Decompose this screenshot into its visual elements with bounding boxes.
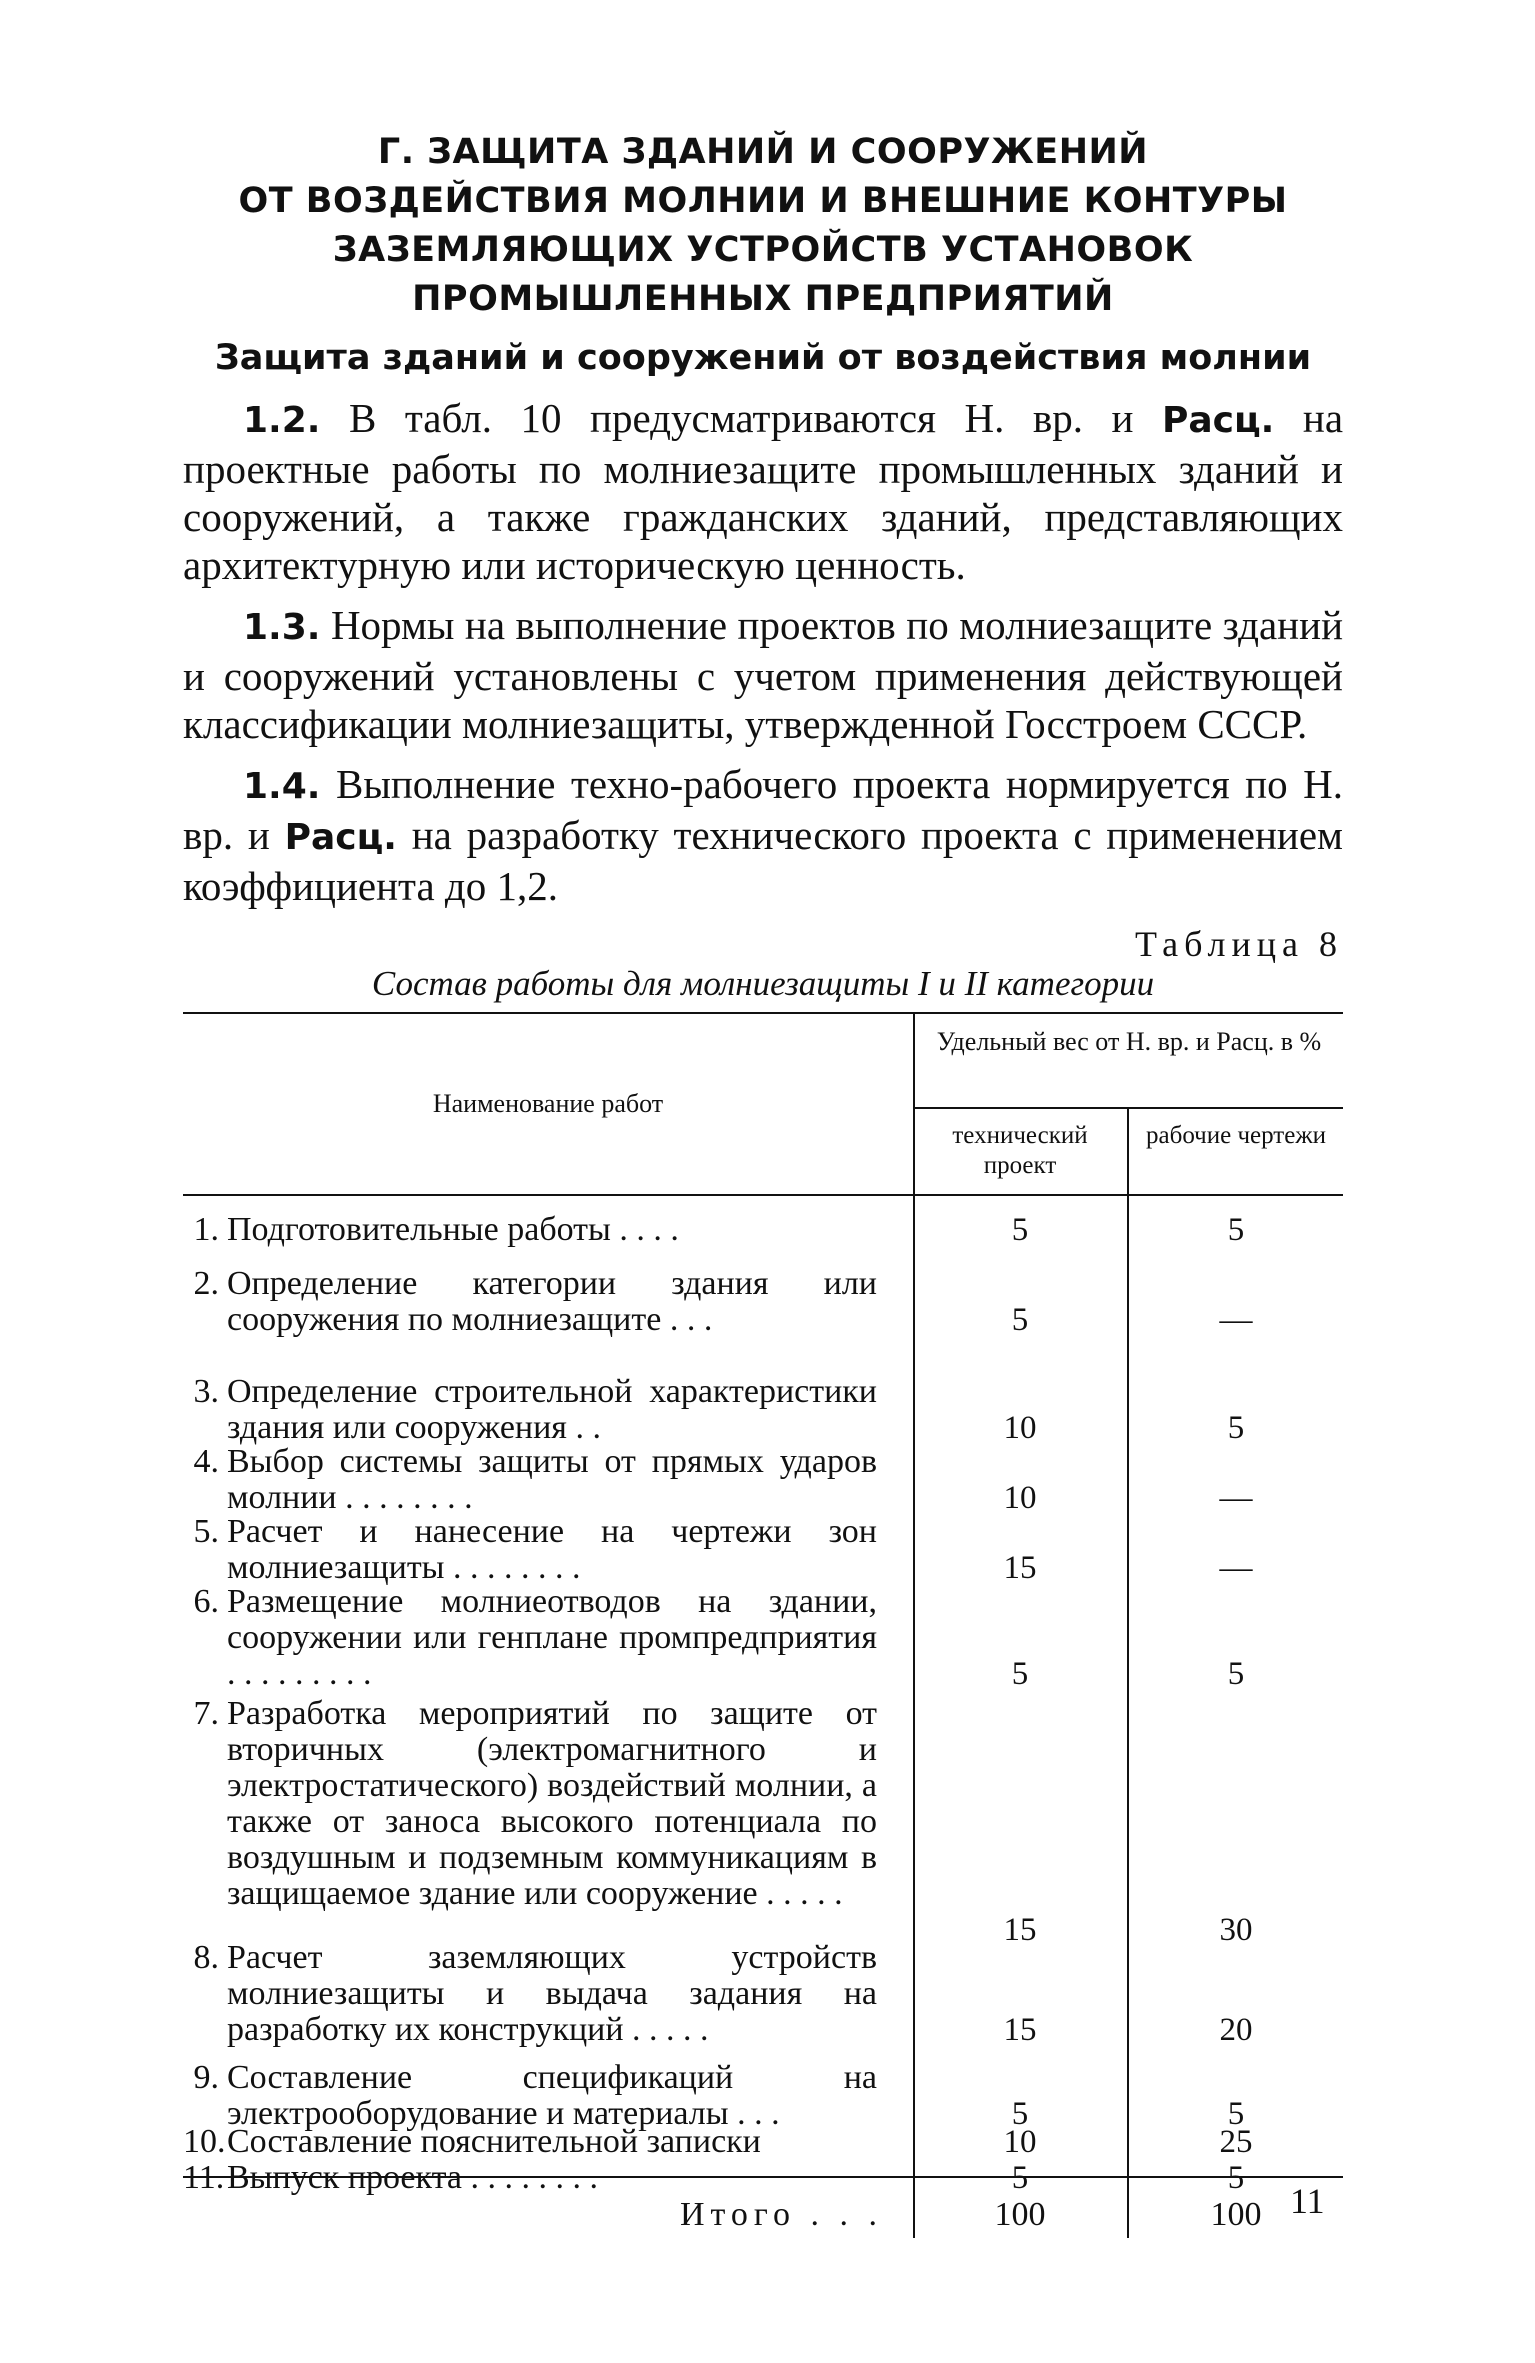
work-composition-table <box>183 1012 1343 2252</box>
paragraph-1-4 <box>183 760 1343 910</box>
heading-line: ЗАЗЕМЛЯЮЩИХ УСТРОЙСТВ УСТАНОВОК <box>332 230 1194 270</box>
paragraph-rest: на проектные работы по молниезащите промышленных зданий и сооружений, а также гражданских зданий, представляющих архитектурную или историческую ценность. <box>183 395 1344 588</box>
paragraph-bold: Расц. <box>1161 400 1275 441</box>
total-working: 100 <box>1210 2196 1262 2233</box>
row-name: Расчет заземляющих устройств молниезащиты и выдача задания на разработку их конструкций . . . . . <box>227 1939 877 2048</box>
paragraph-text: Нормы на выполнение проектов по молниезащите зданий и сооружений установлены с учетом применения действующей классификации молниезащиты, утвержденной Госстроем СССР. <box>183 602 1344 747</box>
row-name: Расчет и нанесение на чертежи зон молниезащиты . . . . . . . . <box>227 1513 877 1586</box>
paragraph-text: Выполнение техно-рабочего проекта нормируется по Н. вр. и <box>183 761 1343 858</box>
row-name: Выбор системы защиты от прямых ударов молнии . . . . . . . . <box>227 1443 877 1516</box>
row-number: 3. <box>193 1373 219 1410</box>
row-technical-value: 5 <box>1011 1656 1029 1692</box>
row-technical-value: 10 <box>1003 1410 1037 1446</box>
row-technical-value: 5 <box>1011 2096 1029 2132</box>
row-number: 7. <box>193 1695 219 1732</box>
row-number: 10. <box>183 2123 226 2160</box>
row-technical-value: 15 <box>1003 2012 1037 2048</box>
row-technical-value: 15 <box>1003 1912 1037 1948</box>
row-working-value: 5 <box>1227 1212 1245 1248</box>
row-working-value: 5 <box>1227 2160 1245 2196</box>
row-working-value: 5 <box>1227 1410 1245 1446</box>
row-technical-value: 15 <box>1003 1550 1037 1586</box>
row-working-value: 5 <box>1227 2096 1245 2132</box>
column-header-working: рабочие чертежи <box>1127 1109 1343 1194</box>
paragraph-number: 1.4. <box>243 766 321 807</box>
row-number: 11. <box>183 2159 225 2196</box>
paragraph-1-3 <box>183 601 1343 748</box>
row-working-value: — <box>1219 1550 1253 1586</box>
row-number: 1. <box>193 1211 219 1248</box>
paragraph-1-2 <box>183 394 1343 589</box>
row-number: 4. <box>193 1443 219 1480</box>
paragraph-number: 1.3. <box>243 607 321 648</box>
table-total-row <box>183 2176 1343 2252</box>
table-title: Состав работы для молниезащиты I и II категории <box>371 964 1155 1003</box>
row-working-value: 5 <box>1227 1656 1245 1692</box>
row-working-value: — <box>1219 1480 1253 1516</box>
table-header <box>183 1014 1343 1196</box>
row-name: Подготовительные работы . . . . <box>227 1211 679 1248</box>
heading-line: Г. ЗАЩИТА ЗДАНИЙ И СООРУЖЕНИЙ <box>377 132 1149 172</box>
section-heading <box>183 128 1343 324</box>
row-working-value: 20 <box>1219 2012 1253 2048</box>
row-name: Составление пояснительной записки <box>227 2123 761 2160</box>
row-name: Размещение молниеотводов на здании, сооружении или генплане промпредприятия . . . . . . . . . <box>227 1583 877 1692</box>
row-name: Составление спецификаций на электрооборудование и материалы . . . <box>227 2059 877 2132</box>
row-technical-value: 5 <box>1011 1302 1029 1338</box>
row-working-value: — <box>1219 1302 1253 1338</box>
row-number: 2. <box>193 1265 219 1302</box>
row-name: Определение строительной характеристики здания или сооружения . . <box>227 1373 877 1446</box>
row-number: 5. <box>193 1513 219 1550</box>
row-name: Выпуск проекта . . . . . . . . <box>227 2159 598 2196</box>
row-name: Определение категории здания или сооружения по молниезащите . . . <box>227 1265 877 1338</box>
row-working-value: 25 <box>1219 2124 1253 2160</box>
row-technical-value: 5 <box>1011 1212 1029 1248</box>
total-label: Итого . . . <box>679 2196 883 2233</box>
paragraph-number: 1.2. <box>243 400 321 441</box>
subheading: Защита зданий и сооружений от воздействия молнии <box>214 338 1312 378</box>
page-number: 11 <box>1290 2181 1325 2221</box>
paragraph-text: В табл. 10 предусматриваются Н. вр. и <box>348 395 1134 441</box>
table-body <box>183 1196 1343 2196</box>
total-technical: 100 <box>994 2196 1046 2233</box>
paragraph-rest: на разработку технического проекта с применением коэффициента до 1,2. <box>183 812 1343 909</box>
row-number: 8. <box>193 1939 219 1976</box>
table-label: Таблица 8 <box>1135 924 1343 964</box>
column-header-group: Удельный вес от Н. вр. и Расц. в % <box>915 1014 1343 1109</box>
heading-line: ОТ ВОЗДЕЙСТВИЯ МОЛНИИ И ВНЕШНИЕ КОНТУРЫ <box>238 181 1288 221</box>
row-technical-value: 10 <box>1003 1480 1037 1516</box>
row-name: Разработка мероприятий по защите от вторичных (электромагнитного и электростатического) воздействий молнии, а также от заноса высокого потенциала по воздушным и подземным коммуникациям в защищаемое здание или сооружение . . . . . <box>227 1695 877 1912</box>
paragraph-bold: Расц. <box>284 817 397 858</box>
document-page <box>183 128 1343 2252</box>
row-number: 9. <box>193 2059 219 2096</box>
row-number: 6. <box>193 1583 219 1620</box>
column-header-name: Наименование работ <box>432 1089 664 1118</box>
row-technical-value: 10 <box>1003 2124 1037 2160</box>
heading-line: ПРОМЫШЛЕННЫХ ПРЕДПРИЯТИЙ <box>412 279 1114 319</box>
column-header-technical: технический проект <box>952 1122 1088 1179</box>
row-technical-value: 5 <box>1011 2160 1029 2196</box>
row-working-value: 30 <box>1219 1912 1253 1948</box>
